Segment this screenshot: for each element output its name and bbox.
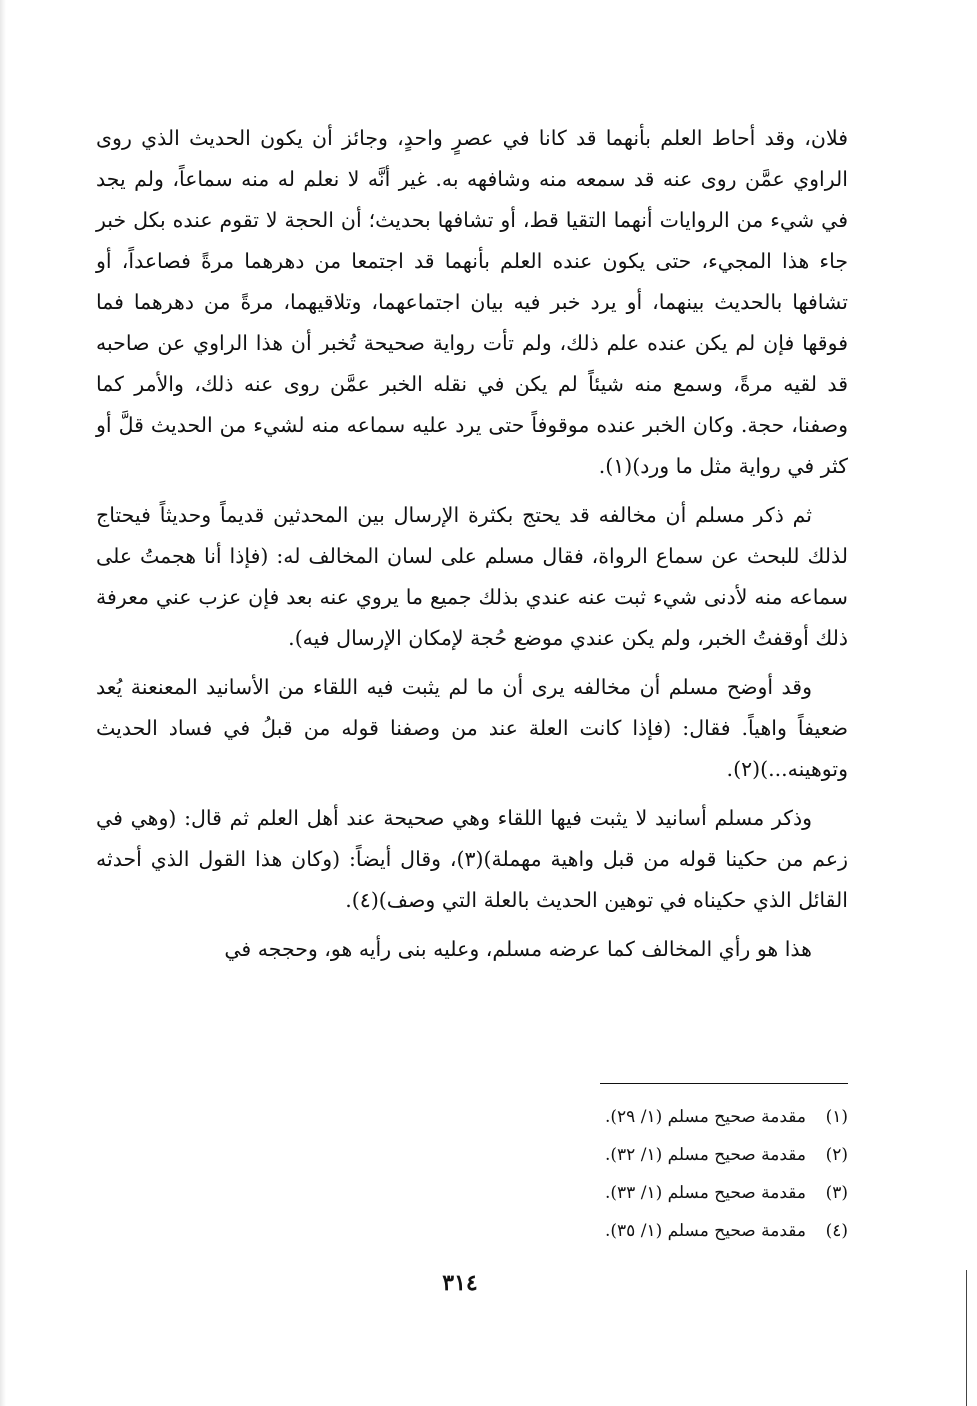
page-fold-shadow <box>0 0 6 1406</box>
footnote-3 <box>400 1174 848 1212</box>
footnote-text: مقدمة صحيح مسلم (١/ ٣٥). <box>604 1221 806 1241</box>
paragraph-3: وقد أوضح مسلم أن مخالفه يرى أن ما لم يثبت فيه اللقاء من الأسانيد المعنعنة يُعد ضعيفاً واهياً. فقال: (فإذا كانت العلة عند من وصفنا قوله من قبلُ في فساد الحديث وتوهينه...)(٢). <box>96 675 848 781</box>
footnote-number: (٤) <box>825 1221 848 1241</box>
footnotes <box>400 1098 848 1250</box>
paragraph-1: فلان، وقد أحاط العلم بأنهما قد كانا في عصرٍ واحدٍ، وجائز أن يكون الحديث الذي روى الراوي عمَّن روى عنه قد سمعه منه وشافهه به. غير أنَّه لا نعلم له منه سماعاً، ولم يجد في شيء من الروايات أنهما التقيا قط، أو تشافها بحديث؛ أن الحجة لا تقوم عنده بكل خبر جاء هذا المجيء، حتى يكون عنده العلم بأنهما قد اجتمعا من دهرهما مرةً فصاعداً، أو تشافها بالحديث بينهما، أو يرد خبر فيه بيان اجتماعهما، وتلاقيهما، مرةً من دهرهما فما فوقها فإن لم يكن عنده علم ذلك، ولم تأت رواية صحيحة تُخبر أن هذا الراوي عن صاحبه قد لقيه مرةً، وسمع منه شيئاً لم يكن في نقله الخبر عمَّن روى عنه ذلك، والأمر كما وصفنا، حجة. وكان الخبر عنده موقوفاً حتى يرد عليه سماعه منه لشيء من الحديث قلَّ أو كثر في رواية مثل ما ورد)(١). <box>96 126 848 478</box>
footnote-text: مقدمة صحيح مسلم (١/ ٣٢). <box>604 1145 806 1165</box>
footnote-number: (١) <box>825 1107 848 1127</box>
scan-edge-line <box>966 1270 967 1406</box>
footnote-1 <box>400 1098 848 1136</box>
footnote-4 <box>400 1212 848 1250</box>
paragraph-4: وذكر مسلم أسانيد لا يثبت فيها اللقاء وهي صحيحة عند أهل العلم ثم قال: (وهي في زعم من حكينا قوله من قبل واهية مهملة)(٣)، وقال أيضاً: (وكان هذا القول الذي أحدثه القائل الذي حكيناه في توهين الحديث بالعلة التي وصف)(٤). <box>96 806 848 912</box>
footnote-text: مقدمة صحيح مسلم (١/ ٢٩). <box>604 1107 806 1127</box>
footnote-text: مقدمة صحيح مسلم (١/ ٣٣). <box>604 1183 806 1203</box>
main-text <box>96 118 848 978</box>
footnote-number: (٣) <box>825 1183 848 1203</box>
paragraph-2: ثم ذكر مسلم أن مخالفه قد يحتج بكثرة الإرسال بين المحدثين قديماً وحديثاً فيحتاج لذلك للبحث عن سماع الرواة، فقال مسلم على لسان المخالف له: (فإذا أنا هجمتُ على سماعه منه لأدنى شيء ثبت عنه عندي بذلك جميع ما يروي عنه بعد فإن عزب عني معرفة ذلك أوقفتُ الخبر، ولم يكن عندي موضع حُجة لإمكان الإرسال فيه). <box>96 503 848 650</box>
page-number: ٣١٤ <box>442 1270 478 1296</box>
paragraph-5: هذا هو رأي المخالف كما عرضه مسلم، وعليه بنى رأيه هو، وحججه في <box>224 937 812 961</box>
footnote-separator <box>600 1083 848 1084</box>
footnote-2 <box>400 1136 848 1174</box>
footnote-number: (٢) <box>825 1145 848 1165</box>
